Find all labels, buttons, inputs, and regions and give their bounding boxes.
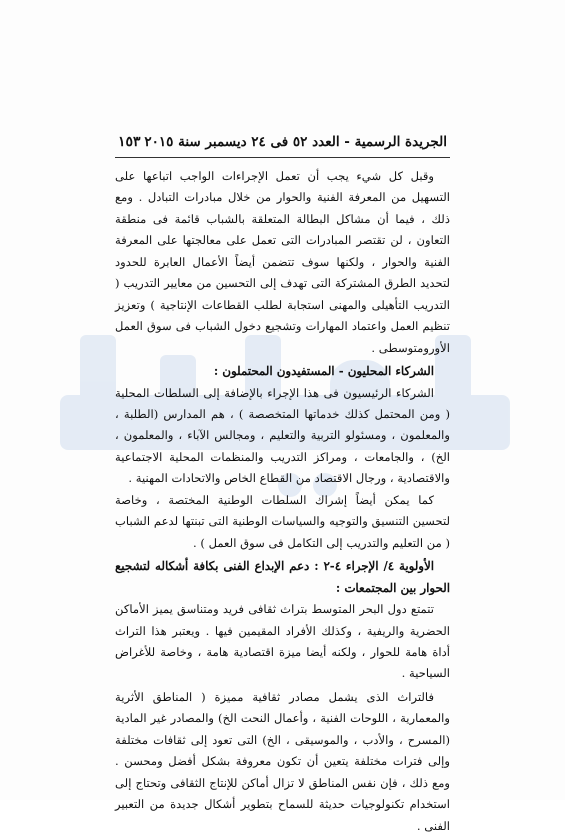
paragraph: تتمتع دول البحر المتوسط بتراث ثقافى فريد ومتناسق يميز الأماكن الحضرية والريفية ، وكذلك الأفراد المقيمين فيها . ويعتبر هذا التراث أداة هامة للحوار ، ولكنه أيضا ميزة اقتصادية هامة ، وخاصة للأغراض السياحية . [115,602,450,681]
page-number: ١٥٣ [118,134,141,150]
running-head: الجريدة الرسمية - العدد ٥٢ فى ٢٤ ديسمبر سنة ٢٠١٥ [144,134,447,150]
paragraph: فالتراث الذى يشمل مصادر ثقافية مميزة ( المناطق الأثرية والمعمارية ، اللوحات الفنية ، وأعمال النحت الخ) والمصادر غير المادية (المسرح ، والأدب ، والموسيقى ، الخ) التى تعود إلى ثقافات مختلفة وإلى فترات مختلفة يتعين أن تكون معروفة بشكل أفضل ومحسن . ومع ذلك ، فإن نفس المناطق لا تزال أماكن للإنتاج الثقافى وتحتاج إلى استخدام تكنولوجيات حديثة للسماح بتطوير أشكال جديدة من التعبير الفنى . [115,689,450,833]
page-header [118,134,447,150]
header-rule [115,157,450,158]
paragraph: كما يمكن أيضاً إشراك السلطات الوطنية المختصة ، وخاصة لتحسين التنسيق والتوجيه والسياسات الوطنية التى تبنتها لدعم الشباب ( من التعليم والتدريب إلى التكامل فى سوق العمل ) . [115,492,450,550]
document-body [115,166,450,837]
paragraph: الشركاء الرئيسيون فى هذا الإجراء بالإضافة إلى السلطات المحلية ( ومن المحتمل كذلك خدماتها المتخصصة ) ، هم المدارس (الطلبة ، والمعلمون ، ومسئولو التربية والتعليم ، ومجالس الآباء ، والمعلمون ، الخ) ، والجامعات ، ومراكز التدريب والمنظمات المحلية الاجتماعية والاقتصادية ، ورجال الاقتصاد من القطاع الخاص والاتحادات المهنية . [115,385,450,486]
section-heading: الشركاء المحليون - المستفيدون المحتملون : [213,364,434,379]
paragraph: وقبل كل شيء يجب أن تعمل الإجراءات الواجب اتباعها على التسهيل من المعرفة الفنية والحوار من خلال مبادرات التبادل . ومع ذلك ، فيما أن مشاكل البطالة المتعلقة بالشباب قائمة فى منطقة التعاون ، لن تقتصر المبادرات التى تعمل على معالجتها على المعرفة الفنية والحوار ، ولكنها سوف تتضمن أيضاً الأعمال العابرة للحدود لتحديد الطرق المشتركة التى تهدف إلى التحسين من معايير التدريب ( التدريب التأهيلى والمهنى استجابة لطلب القطاعات الإنتاجية ) وتعزيز تنظيم العمل واعتماد المهارات وتشجيع دخول الشباب فى سوق العمل الأورومتوسطى . [115,169,450,355]
section-heading: الأولوية ٤/ الإجراء ٤-٢ : دعم الإبداع الفنى بكافة أشكاله لتشجيع الحوار بين المجتمعات : [115,559,450,595]
